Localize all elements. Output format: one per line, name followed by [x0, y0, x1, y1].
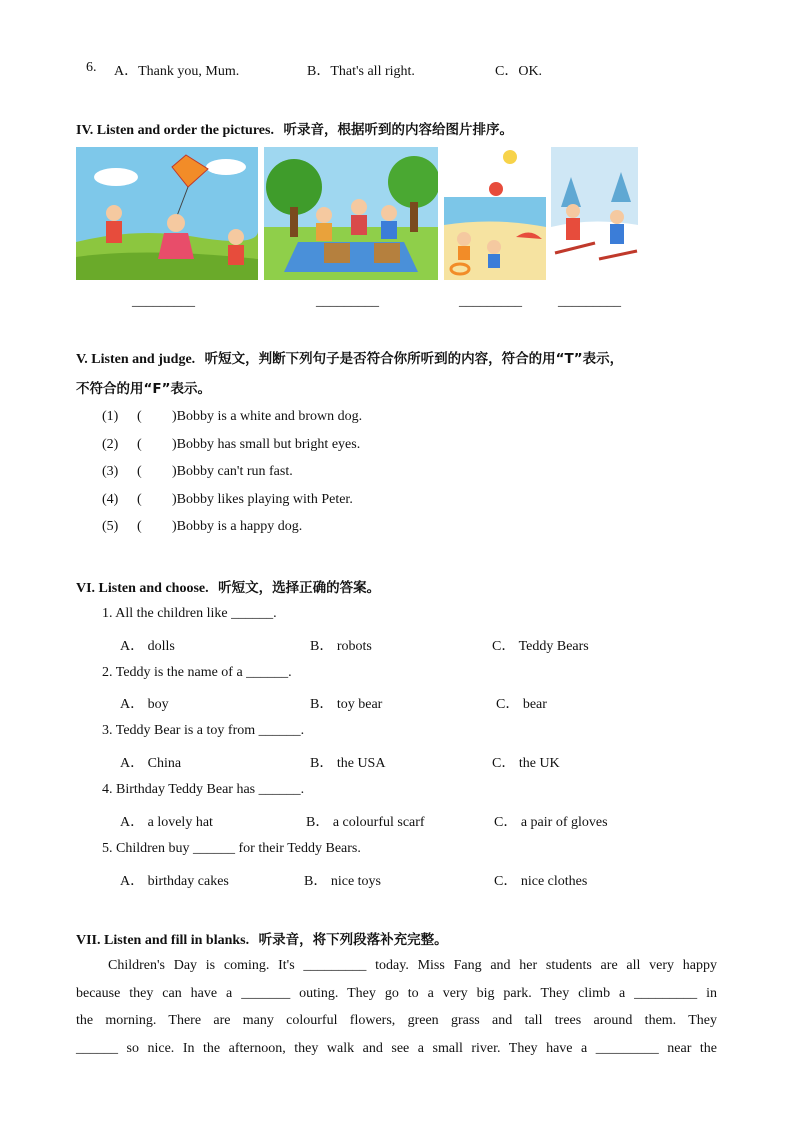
choose-q2-option-b[interactable]: B． toy bear [310, 697, 383, 712]
q6-option-c: C．OK. [495, 64, 543, 79]
choose-question-4: 4. Birthday Teddy Bear has ______. [102, 782, 305, 797]
answer-blank-4[interactable]: _________ [558, 294, 621, 309]
section-5-title-cn-line2: 不符合的用“F”表示。 [76, 381, 211, 397]
choose-q2-option-c[interactable]: C． bear [496, 697, 547, 712]
choose-q2-option-a[interactable]: A． boy [120, 697, 169, 712]
judge-item-4-text: )Bobby likes playing with Peter. [172, 492, 353, 507]
judge-item-5-paren[interactable]: ( [137, 519, 142, 534]
choose-q5-option-c[interactable]: C． nice clothes [494, 874, 588, 889]
judge-item-2-paren[interactable]: ( [137, 437, 142, 452]
choose-q3-option-c[interactable]: C． the UK [492, 756, 560, 771]
choose-q3-option-a[interactable]: A． China [120, 756, 182, 771]
choose-q4-option-a[interactable]: A． a lovely hat [120, 815, 213, 830]
judge-item-2-text: )Bobby has small but bright eyes. [172, 437, 361, 452]
section-4-title [76, 118, 513, 139]
picture-picnic [264, 147, 438, 280]
passage-line-3: the morning. There are many colourful flowers, green grass and tall trees around them. They [76, 1013, 717, 1028]
judge-item-1-text: )Bobby is a white and brown dog. [172, 409, 363, 424]
choose-q1-option-c[interactable]: C． Teddy Bears [492, 639, 589, 654]
judge-item-1-paren[interactable]: ( [137, 409, 142, 424]
q6-option-b: B．That's all right. [307, 64, 415, 79]
choose-question-2: 2. Teddy is the name of a ______. [102, 665, 292, 680]
section-6-title [76, 576, 380, 597]
section-7-title-en: VII. Listen and fill in blanks. [76, 933, 250, 948]
picture-skiing [551, 147, 638, 280]
choose-question-5: 5. Children buy ______ for their Teddy Bears. [102, 841, 361, 856]
section-7-title [76, 928, 448, 949]
choose-q3-option-b[interactable]: B． the USA [310, 756, 386, 771]
judge-item-3-paren[interactable]: ( [137, 464, 142, 479]
section-5-title [76, 347, 623, 368]
answer-blank-2[interactable]: _________ [316, 294, 379, 309]
section-6-title-en: VI. Listen and choose. [76, 581, 209, 596]
choose-q4-option-b[interactable]: B． a colourful scarf [306, 815, 425, 830]
section-5-title-en: V. Listen and judge. [76, 352, 196, 367]
judge-item-1-number: (1) [102, 409, 119, 424]
q6-option-a: A．Thank you, Mum. [114, 64, 240, 79]
choose-q4-option-c[interactable]: C． a pair of gloves [494, 815, 608, 830]
choose-question-3: 3. Teddy Bear is a toy from ______. [102, 723, 305, 738]
section-6-title-cn: 听短文，选择正确的答案。 [218, 580, 381, 596]
choose-q1-option-b[interactable]: B． robots [310, 639, 372, 654]
choose-q5-option-a[interactable]: A． birthday cakes [120, 874, 229, 889]
choose-question-1: 1. All the children like ______. [102, 606, 277, 621]
q6-number: 6. [86, 60, 97, 75]
judge-item-5-number: (5) [102, 519, 119, 534]
judge-item-3-number: (3) [102, 464, 119, 479]
judge-item-2-number: (2) [102, 437, 119, 452]
picture-beach [444, 147, 546, 280]
section-7-title-cn: 听录音，将下列段落补充完整。 [258, 932, 448, 948]
section-5-title-cn: 听短文，判断下列句子是否符合你所听到的内容，符合的用“T”表示， [204, 351, 624, 367]
answer-blank-3[interactable]: _________ [459, 294, 522, 309]
passage-line-4: ______ so nice. In the afternoon, they walk and see a small river. They have a _________ near the [76, 1041, 717, 1056]
passage-line-2: because they can have a _______ outing. They go to a very big park. They climb a _________ in [76, 986, 717, 1001]
judge-item-4-number: (4) [102, 492, 119, 507]
answer-blank-1[interactable]: _________ [132, 294, 195, 309]
choose-q1-option-a[interactable]: A． dolls [120, 639, 175, 654]
section-4-title-cn: 听录音，根据听到的内容给图片排序。 [283, 122, 513, 138]
picture-kite-flying [76, 147, 258, 280]
choose-q5-option-b[interactable]: B． nice toys [304, 874, 381, 889]
judge-item-3-text: )Bobby can't run fast. [172, 464, 293, 479]
section-4-title-en: IV. Listen and order the pictures. [76, 123, 274, 138]
judge-item-5-text: )Bobby is a happy dog. [172, 519, 303, 534]
passage-line-1: Children's Day is coming. It's _________ today. Miss Fang and her students are all very happy [108, 958, 717, 973]
judge-item-4-paren[interactable]: ( [137, 492, 142, 507]
